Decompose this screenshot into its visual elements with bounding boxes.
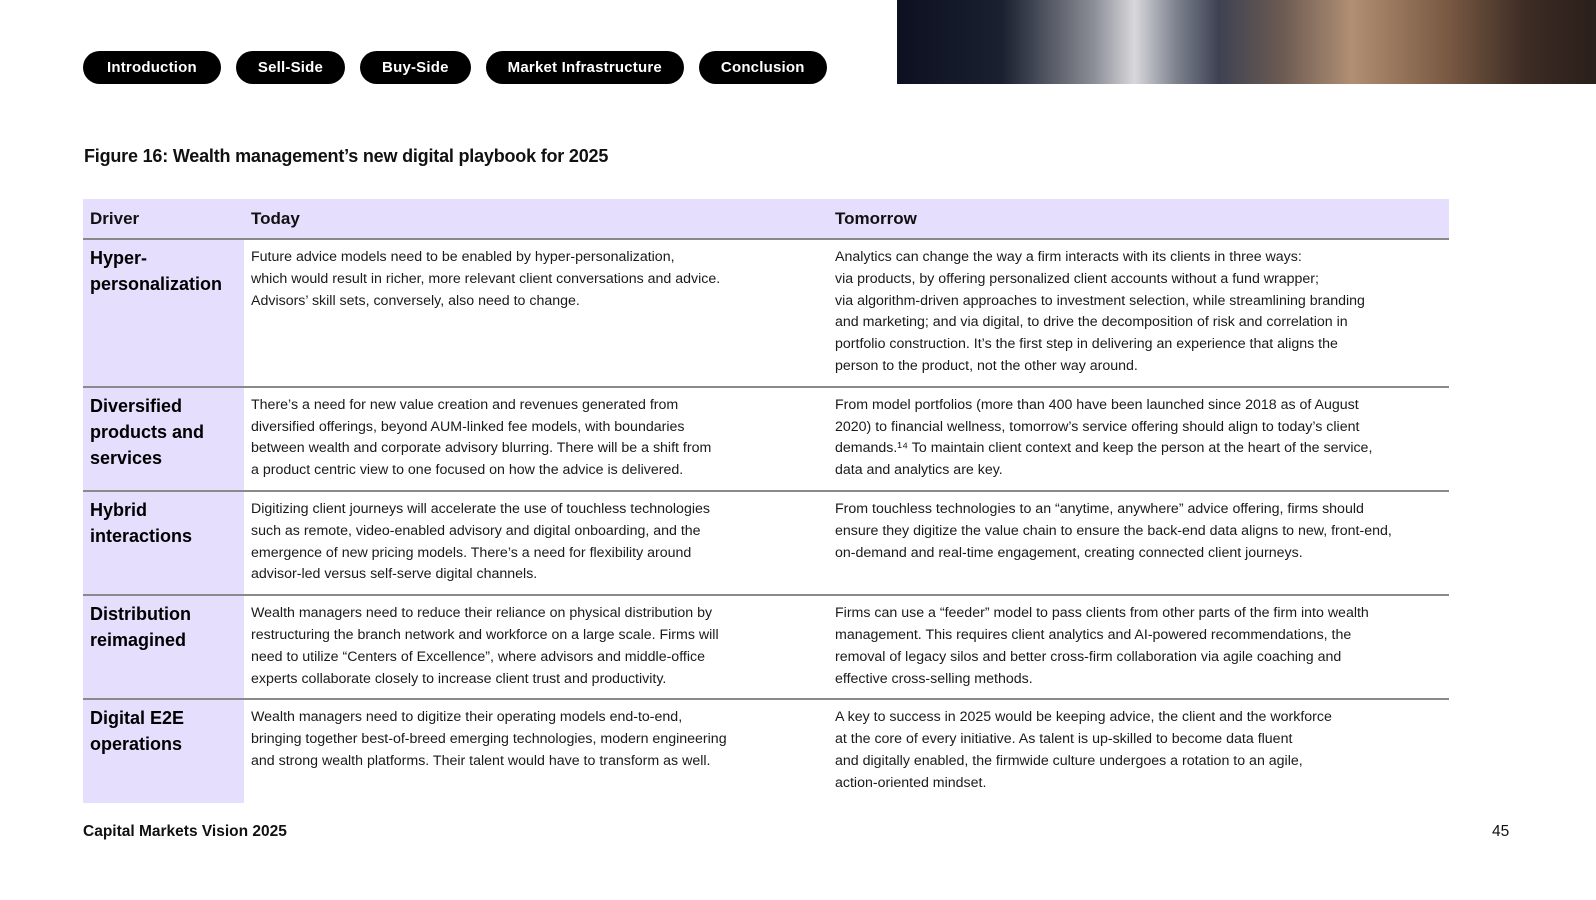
today-cell-line: bringing together best-of-breed emerging technologies, modern engineering: [251, 731, 727, 748]
today-cell-line: Wealth managers need to digitize their operating models end-to-end,: [251, 709, 683, 726]
today-cell: [244, 387, 815, 491]
today-cell-line: Advisors’ skill sets, conversely, also need to change.: [251, 292, 580, 309]
today-cell-line: restructuring the branch network and workforce on a large scale. Firms will: [251, 626, 719, 643]
driver-cell-line: Diversified: [90, 395, 183, 416]
tomorrow-cell: [815, 595, 1449, 699]
today-cell-line: diversified offerings, beyond AUM-linked fee models, with boundaries: [251, 418, 685, 435]
driver-cell: [83, 239, 244, 387]
table-row: [83, 491, 1449, 595]
tomorrow-cell-line: demands.¹⁴ To maintain client context and keep the person at the heart of the service,: [835, 440, 1373, 457]
header-today: Today: [244, 199, 815, 239]
today-cell-line: experts collaborate closely to increase client trust and productivity.: [251, 670, 667, 687]
table-row: [83, 699, 1449, 802]
tomorrow-cell-line: action-oriented mindset.: [835, 774, 987, 791]
driver-cell-line: Hybrid: [90, 499, 148, 520]
tomorrow-cell-line: via products, by offering personalized client accounts without a fund wrapper;: [835, 270, 1319, 287]
hero-image: [897, 0, 1596, 84]
driver-cell: [83, 387, 244, 491]
nav-introduction[interactable]: Introduction: [83, 51, 221, 84]
tomorrow-cell-line: From touchless technologies to an “anytime, anywhere” advice offering, firms should: [835, 500, 1364, 517]
nav-sell-side[interactable]: Sell-Side: [236, 51, 345, 84]
tomorrow-cell-line: ensure they digitize the value chain to ensure the back-end data aligns to new, front-end,: [835, 522, 1392, 539]
nav-market-infrastructure[interactable]: Market Infrastructure: [486, 51, 684, 84]
tomorrow-cell-line: portfolio construction. It’s the first step in delivering an experience that aligns the: [835, 336, 1338, 353]
header-driver: Driver: [83, 199, 244, 239]
playbook-table: [83, 199, 1449, 803]
tomorrow-cell-line: removal of legacy silos and better cross-firm collaboration via agile coaching and: [835, 648, 1342, 665]
today-cell-line: There’s a need for new value creation and revenues generated from: [251, 396, 679, 413]
page-number: 45: [1492, 823, 1510, 840]
table-row: [83, 239, 1449, 387]
driver-cell-line: operations: [90, 734, 183, 755]
today-cell-line: emergence of new pricing models. There’s a need for flexibility around: [251, 544, 692, 561]
tomorrow-cell-line: management. This requires client analytics and AI-powered recommendations, the: [835, 626, 1352, 643]
header-tomorrow: Tomorrow: [815, 199, 1449, 239]
today-cell-line: a product centric view to one focused on how the advice is delivered.: [251, 462, 684, 479]
nav-conclusion[interactable]: Conclusion: [699, 51, 827, 84]
today-cell-line: Wealth managers need to reduce their reliance on physical distribution by: [251, 605, 713, 622]
today-cell-line: such as remote, video-enabled advisory and digital onboarding, and the: [251, 522, 701, 539]
today-cell: [244, 699, 815, 802]
today-cell-line: need to utilize “Centers of Excellence”, where advisors and middle-office: [251, 648, 705, 665]
tomorrow-cell-line: effective cross-selling methods.: [835, 670, 1033, 687]
today-cell-line: Digitizing client journeys will accelerate the use of touchless technologies: [251, 500, 710, 517]
tomorrow-cell: [815, 239, 1449, 387]
today-cell-line: and strong wealth platforms. Their talent would have to transform as well.: [251, 752, 711, 769]
tomorrow-cell: [815, 699, 1449, 802]
today-cell-line: which would result in richer, more relevant client conversations and advice.: [251, 270, 721, 287]
driver-cell-line: Distribution: [90, 604, 191, 625]
today-cell-line: between wealth and corporate advisory blurring. There will be a shift from: [251, 440, 712, 457]
driver-cell-line: reimagined: [90, 630, 187, 651]
driver-cell-line: personalization: [90, 274, 223, 294]
table-row: [83, 595, 1449, 699]
tomorrow-cell-line: at the core of every initiative. As talent is up-skilled to become data fluent: [835, 731, 1293, 748]
today-cell: [244, 239, 815, 387]
driver-cell: [83, 699, 244, 802]
report-title: Capital Markets Vision 2025: [83, 823, 287, 840]
tomorrow-cell: [815, 491, 1449, 595]
tomorrow-cell-line: via algorithm-driven approaches to investment selection, while streamlining branding: [835, 292, 1365, 309]
driver-cell: [83, 595, 244, 699]
today-cell: [244, 595, 815, 699]
section-nav: [83, 51, 827, 84]
tomorrow-cell-line: on-demand and real-time engagement, creating connected client journeys.: [835, 544, 1303, 561]
tomorrow-cell-line: and digitally enabled, the firmwide culture undergoes a rotation to an agile,: [835, 752, 1303, 769]
nav-buy-side[interactable]: Buy-Side: [360, 51, 471, 84]
driver-cell-line: interactions: [90, 525, 193, 546]
table-header-row: [83, 199, 1449, 239]
tomorrow-cell-line: person to the product, not the other way around.: [835, 357, 1138, 374]
tomorrow-cell-line: data and analytics are key.: [835, 462, 1003, 479]
today-cell-line: Future advice models need to be enabled by hyper-personalization,: [251, 249, 675, 265]
tomorrow-cell-line: 2020) to financial wellness, tomorrow’s service offering should align to today’s client: [835, 418, 1360, 435]
today-cell-line: advisor-led versus self-serve digital channels.: [251, 566, 538, 583]
tomorrow-cell-line: Firms can use a “feeder” model to pass clients from other parts of the firm into wealth: [835, 605, 1369, 622]
today-cell: [244, 491, 815, 595]
driver-cell-line: Hyper-: [90, 248, 148, 268]
table-row: [83, 387, 1449, 491]
driver-cell-line: services: [90, 447, 163, 468]
driver-cell: [83, 491, 244, 595]
tomorrow-cell-line: From model portfolios (more than 400 have been launched since 2018 as of August: [835, 396, 1359, 413]
tomorrow-cell-line: and marketing; and via digital, to drive the decomposition of risk and correlation in: [835, 314, 1348, 331]
figure-title: Figure 16: Wealth management’s new digital playbook for 2025: [84, 146, 609, 166]
driver-cell-line: products and: [90, 421, 205, 442]
tomorrow-cell-line: Analytics can change the way a firm interacts with its clients in three ways:: [835, 249, 1302, 265]
tomorrow-cell-line: A key to success in 2025 would be keeping advice, the client and the workforce: [835, 709, 1332, 726]
driver-cell-line: Digital E2E: [90, 708, 185, 729]
tomorrow-cell: [815, 387, 1449, 491]
